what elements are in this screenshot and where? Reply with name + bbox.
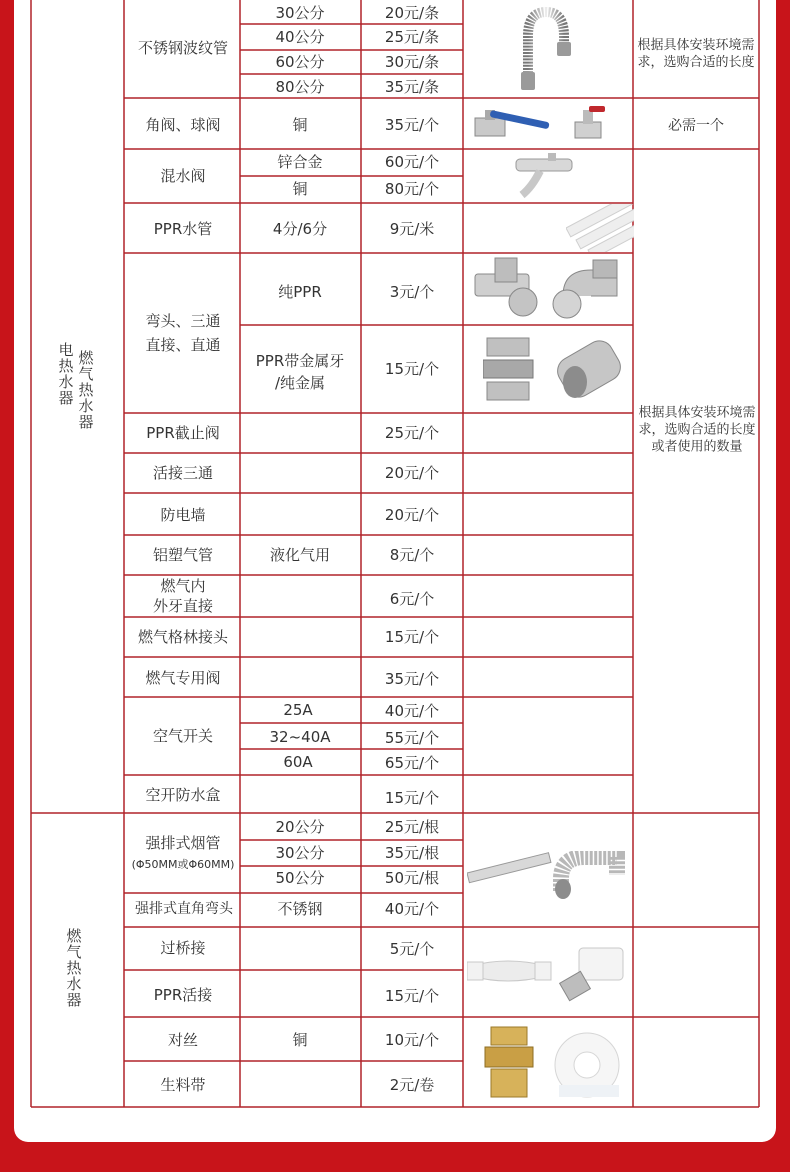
item-price: 40元/个 (384, 900, 440, 918)
note-install-quantity: 根据具体安装环境需求，选购合适的长度或者使用的数量 (638, 405, 756, 455)
item-price: 6元/个 (389, 590, 435, 608)
item-spec: 液化气用 (269, 546, 331, 564)
item-price: 10元/个 (384, 1031, 440, 1049)
mixing-valve-image (512, 153, 576, 199)
category-gas-water-heater: 燃气热水器 (66, 927, 82, 1009)
bridge-connector-image (467, 940, 631, 1004)
item-price: 9元/米 (389, 220, 435, 238)
item-price: 15元/个 (384, 789, 440, 807)
flue-pipe-image (467, 851, 631, 901)
item-spec: 铜 (292, 180, 308, 198)
item-spec: 锌合金 (277, 153, 323, 171)
item-name: 燃气格林接头 (137, 628, 229, 646)
item-spec: 不锈钢 (277, 900, 323, 918)
item-spec: 40公分 (275, 28, 325, 46)
item-name: 生料带 (160, 1076, 206, 1094)
item-price: 65元/个 (384, 754, 440, 772)
item-price: 3元/个 (389, 283, 435, 301)
item-price: 60元/个 (384, 153, 440, 171)
brass-nipple-tape-image (483, 1025, 631, 1101)
item-spec: 50公分 (275, 869, 325, 887)
item-price: 40元/个 (384, 702, 440, 720)
note-install: 根据具体安装环境需求，选购合适的长度 (637, 38, 755, 70)
item-price: 25元/根 (384, 818, 440, 836)
item-spec: 铜 (292, 1031, 308, 1049)
item-name: PPR截止阀 (146, 424, 220, 442)
item-name: 对丝 (167, 1031, 199, 1049)
item-spec: 铜 (292, 116, 308, 134)
item-price: 20元/个 (384, 464, 440, 482)
category-gas-water-heater-top: 燃气热水器 (78, 349, 94, 431)
item-name: 弯头、三通 (145, 312, 221, 330)
item-price: 15元/个 (384, 987, 440, 1005)
item-price: 50元/根 (384, 869, 440, 887)
item-name: 活接三通 (152, 464, 214, 482)
item-name: 强排式直角弯头 (135, 901, 233, 917)
item-name-note: (Φ50MM或Φ60MM) (131, 858, 235, 871)
valves-image (471, 104, 627, 144)
note-required: 必需一个 (668, 118, 724, 134)
item-spec: 纯PPR (278, 283, 322, 301)
item-price: 15元/个 (384, 628, 440, 646)
corrugated-hose-image (516, 6, 576, 94)
item-price: 35元/个 (384, 116, 440, 134)
item-price: 25元/个 (384, 424, 440, 442)
item-name: 角阀、球阀 (145, 116, 221, 134)
item-spec: 4分/6分 (272, 220, 328, 238)
item-spec: 60公分 (275, 53, 325, 71)
item-name: 燃气专用阀 (145, 669, 221, 687)
hex-nipple-image (483, 332, 627, 406)
item-price: 20元/个 (384, 506, 440, 524)
item-name: 防电墙 (160, 506, 206, 524)
ppr-fittings-image (467, 256, 631, 324)
item-name: 混水阀 (160, 167, 206, 185)
item-name: 铝塑气管 (152, 546, 214, 564)
item-price: 5元/个 (389, 940, 435, 958)
item-spec: 60A (283, 753, 313, 771)
item-spec: 80公分 (275, 78, 325, 96)
item-price: 2元/卷 (389, 1076, 435, 1094)
item-price: 30元/条 (384, 53, 440, 71)
item-price: 80元/个 (384, 180, 440, 198)
item-spec: PPR带金属牙 (255, 352, 345, 370)
item-name: 直接、直通 (145, 336, 221, 354)
item-spec: 25A (283, 701, 313, 719)
item-name: 不锈钢波纹管 (137, 39, 229, 57)
item-price: 8元/个 (389, 546, 435, 564)
ppr-pipes-image (566, 204, 634, 252)
item-price: 35元/根 (384, 844, 440, 862)
item-price: 35元/条 (384, 78, 440, 96)
item-price: 25元/条 (384, 28, 440, 46)
item-name: 燃气内 (160, 577, 206, 595)
category-electric-water-heater: 电热水器 (58, 341, 74, 407)
item-spec: 32~40A (269, 728, 331, 746)
item-name: PPR活接 (153, 986, 213, 1004)
item-name: PPR水管 (153, 220, 213, 238)
item-spec: 30公分 (275, 844, 325, 862)
item-name: 外牙直接 (152, 597, 214, 615)
item-name: 强排式烟管 (145, 834, 221, 852)
item-price: 20元/条 (384, 4, 440, 22)
item-price: 55元/个 (384, 729, 440, 747)
item-name: 空气开关 (152, 727, 214, 745)
item-price: 15元/个 (384, 360, 440, 378)
item-spec: 20公分 (275, 818, 325, 836)
item-name: 过桥接 (160, 939, 206, 957)
item-price: 35元/个 (384, 670, 440, 688)
item-spec: /纯金属 (274, 374, 326, 392)
item-name: 空开防水盒 (145, 786, 221, 804)
item-spec: 30公分 (275, 4, 325, 22)
